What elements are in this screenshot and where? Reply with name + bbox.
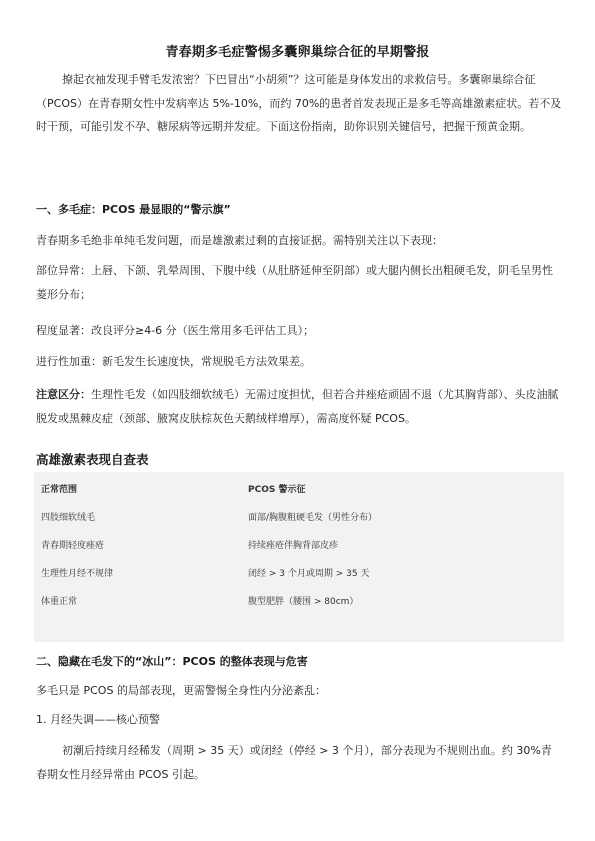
note-label: 注意区分： [36,388,91,401]
table-cell: 青春期轻度痤疮 [41,541,105,551]
section2-paragraph: 初潮后持续月经稀发（周期 > 35 天）或闭经（停经 > 3 个月），部分表现为不规则出血。约 30%青春期女性月经异常由 PCOS 引起。 [36,744,552,781]
section1-item-severity: 程度显著：改良评分≥4-6 分（医生常用多毛评估工具）； [36,324,315,337]
table-cell: 持续痤疮伴胸背部皮疹 [248,541,339,551]
table-cell: 四肢细软绒毛 [41,513,96,523]
note-text: 生理性毛发（如四肢细软绒毛）无需过度担忧，但若合并痤疮顽固不退（尤其胸背部）、头皮油腻脱发或黑棘皮症（颈部、腋窝皮肤棕灰色天鹅绒样增厚），需高度怀疑 PCOS。 [36,388,559,425]
table-header-pcos: PCOS 警示征 [248,485,306,495]
table-cell: 闭经 > 3 个月或周期 > 35 天 [248,569,370,579]
section1-item-progression: 进行性加重：新毛发生长速度快，常规脱毛方法效果差。 [36,355,311,368]
section1-heading: 一、多毛症：PCOS 最显眼的“警示旗” [36,203,231,216]
table-cell: 腹型肥胖（腰围 > 80cm） [248,597,359,607]
table-cell: 生理性月经不规律 [41,569,114,579]
table-header-normal: 正常范围 [41,485,78,495]
section2-heading: 二、隐藏在毛发下的“冰山”：PCOS 的整体表现与危害 [36,655,308,668]
table-cell: 体重正常 [41,597,78,607]
intro-paragraph: 撩起衣袖发现手臂毛发浓密？下巴冒出“小胡须”？这可能是身体发出的求救信号。多囊卵巢综合征（PCOS）在青春期女性中发病率达 5%-10%，而约 70%的患者首发表现正是多毛等高雄激素症状。若不及时干预，可能引发不孕、糖尿病等远期并发症。下面这份指南，助你识别关键信号，把握干预黄金期。 [36,73,562,133]
section2-subheading: 1. 月经失调——核心预警 [36,713,160,726]
section1-item-location: 部位异常：上唇、下颌、乳晕周围、下腹中线（从肚脐延伸至阴部）或大腿内侧长出粗硬毛发，阴毛呈男性菱形分布； [36,264,553,301]
section2-lead: 多毛只是 PCOS 的局部表现，更需警惕全身性内分泌紊乱： [36,684,326,697]
document-title: 青春期多毛症警惕多囊卵巢综合征的早期警报 [165,45,430,60]
table-title: 高雄激素表现自查表 [36,452,149,467]
table-cell: 面部/胸腹粗硬毛发（男性分布） [248,513,378,523]
section1-lead: 青春期多毛绝非单纯毛发问题，而是雄激素过剩的直接证据。需特别关注以下表现： [36,234,443,247]
self-check-table [34,472,564,642]
section1-note [36,383,562,430]
